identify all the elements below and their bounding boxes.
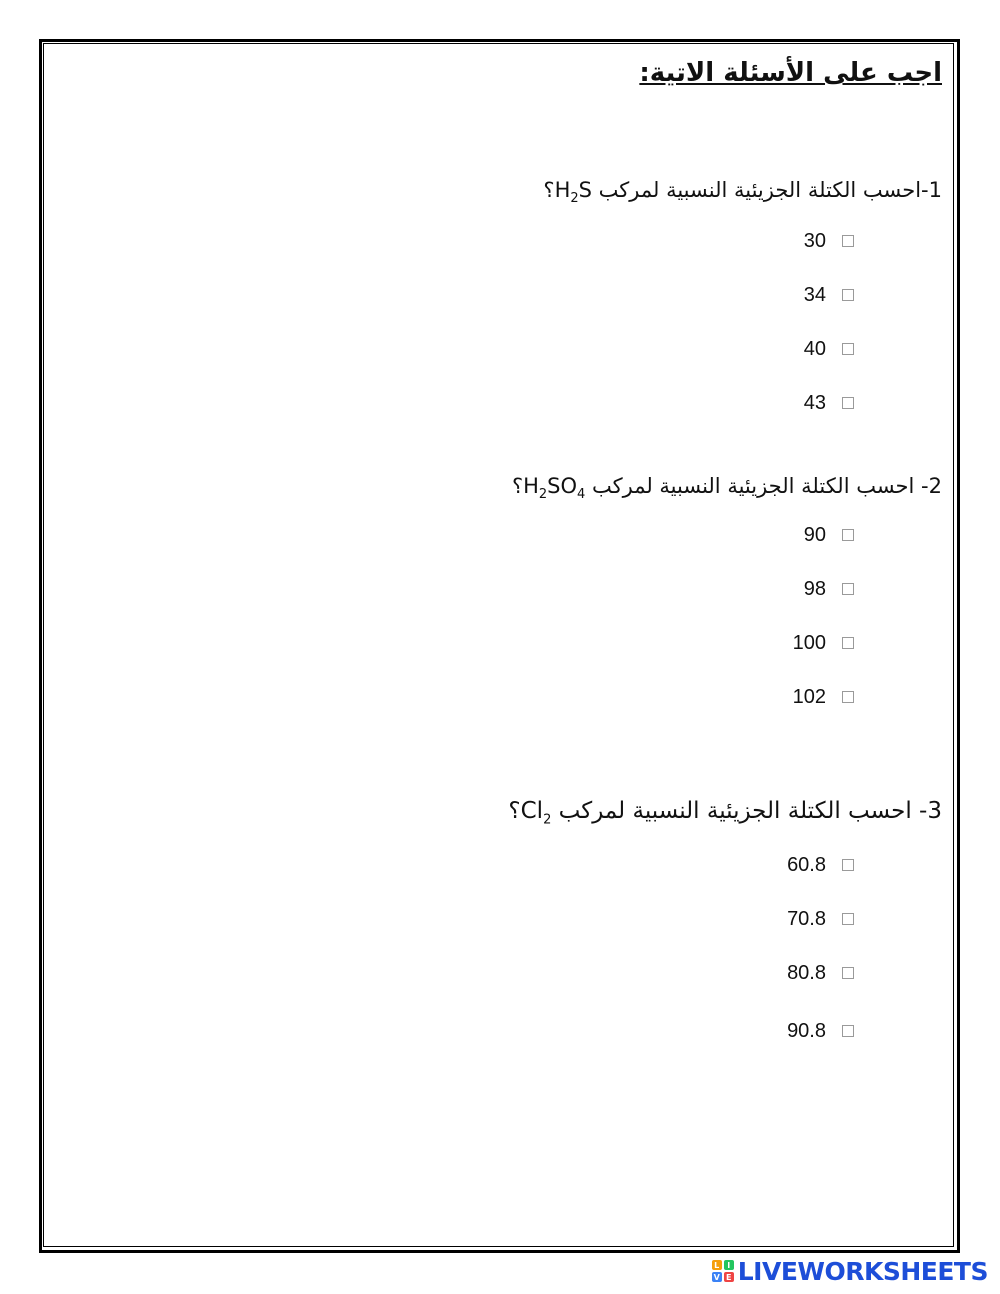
- logo-tile: L: [712, 1260, 722, 1270]
- checkbox[interactable]: [842, 913, 854, 925]
- question-2: [512, 474, 942, 502]
- checkbox[interactable]: [842, 235, 854, 247]
- logo-wordmark: LIVEWORKSHEETS: [737, 1256, 988, 1286]
- question-1: [543, 178, 942, 206]
- checkbox[interactable]: [842, 583, 854, 595]
- checkbox[interactable]: [842, 529, 854, 541]
- formula-subscript: 2: [543, 812, 552, 828]
- question-3-option-1[interactable]: [787, 852, 854, 878]
- question-3-option-3[interactable]: [787, 960, 854, 986]
- option-label: 90.8: [787, 1019, 826, 1042]
- question-3-option-4[interactable]: [787, 1018, 854, 1044]
- question-3: [508, 798, 942, 828]
- worksheet-title: اجب على الأسئلة الاتية:: [639, 58, 942, 88]
- option-label: 98: [803, 577, 826, 600]
- question-1-option-3[interactable]: [804, 336, 854, 362]
- question-3-text: 3- احسب الكتلة الجزيئية النسبية لمركب: [551, 798, 942, 824]
- checkbox[interactable]: [842, 859, 854, 871]
- logo-tile: E: [724, 1272, 734, 1282]
- question-2-option-4[interactable]: [793, 684, 854, 710]
- option-label: 80.8: [787, 961, 826, 984]
- option-label: 43: [803, 391, 826, 414]
- option-label: 60.8: [787, 853, 826, 876]
- formula-subscript: 4: [577, 487, 586, 503]
- question-3-formula: [520, 798, 552, 828]
- checkbox[interactable]: [842, 637, 854, 649]
- question-1-formula: [554, 178, 592, 207]
- option-label: 40: [803, 337, 826, 360]
- question-1-text: 1-احسب الكتلة الجزيئية النسبية لمركب: [591, 178, 942, 202]
- formula-subscript: 2: [538, 487, 548, 503]
- question-2-option-2[interactable]: [804, 576, 854, 602]
- question-2-option-1[interactable]: [804, 522, 854, 548]
- option-label: 102: [792, 685, 826, 708]
- question-2-option-3[interactable]: [793, 630, 854, 656]
- liveworksheets-logo[interactable]: [712, 1256, 988, 1286]
- question-2-formula: [523, 474, 586, 503]
- question-1-option-1[interactable]: [804, 228, 854, 254]
- option-label: 34: [803, 283, 826, 306]
- formula-part: SO: [547, 474, 578, 498]
- option-label: 70.8: [787, 907, 826, 930]
- checkbox[interactable]: [842, 691, 854, 703]
- question-1-mark: ؟: [543, 178, 555, 202]
- checkbox[interactable]: [842, 343, 854, 355]
- formula-part: H: [554, 178, 571, 202]
- formula-part: S: [578, 178, 592, 202]
- question-1-option-2[interactable]: [804, 282, 854, 308]
- question-1-option-4[interactable]: [804, 390, 854, 416]
- logo-tile: V: [713, 1272, 720, 1282]
- formula-part: Cl: [520, 798, 544, 824]
- question-2-mark: ؟: [511, 474, 524, 498]
- checkbox[interactable]: [842, 1025, 854, 1037]
- checkbox[interactable]: [842, 967, 854, 979]
- option-label: 100: [792, 631, 826, 654]
- question-3-mark: ؟: [508, 798, 521, 824]
- question-3-option-2[interactable]: [787, 906, 854, 932]
- formula-part: H: [523, 474, 539, 498]
- checkbox[interactable]: [842, 397, 854, 409]
- question-2-text: 2- احسب الكتلة الجزيئية النسبية لمركب: [585, 474, 942, 498]
- checkbox[interactable]: [842, 289, 854, 301]
- option-label: 30: [803, 229, 826, 252]
- formula-subscript: 2: [570, 191, 579, 207]
- option-label: 90: [803, 523, 826, 546]
- logo-tile: I: [724, 1260, 734, 1270]
- logo-tiles-icon: [712, 1260, 734, 1282]
